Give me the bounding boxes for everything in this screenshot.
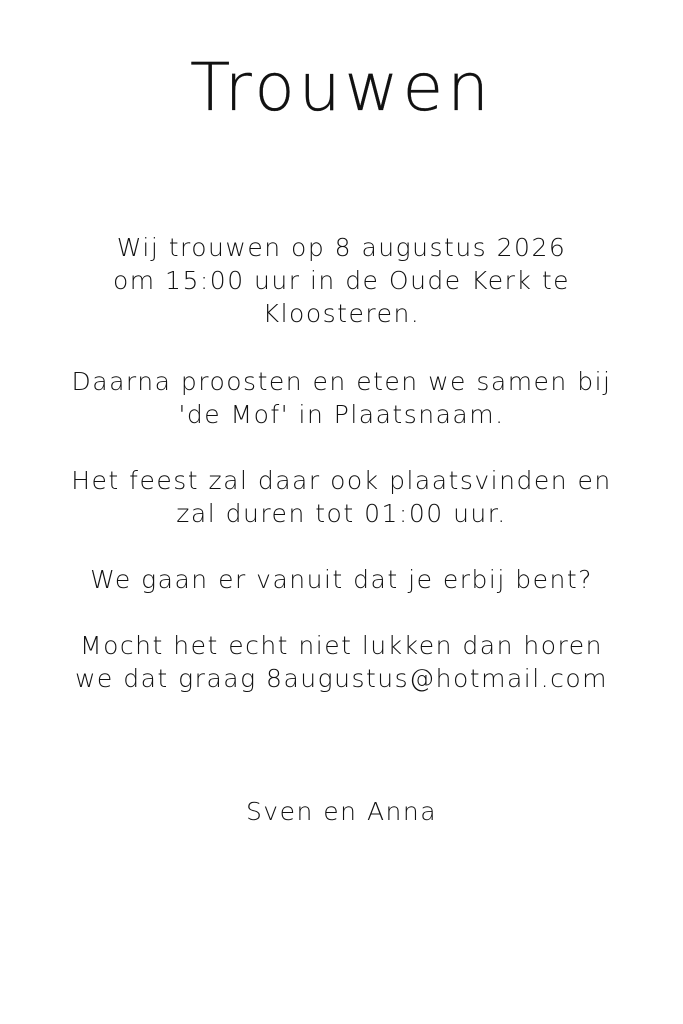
- attendance-line-1: We gaan er vanuit dat je erbij bent?: [90, 565, 593, 594]
- rsvp-line-1: Mocht het echt niet lukken dan horen: [80, 631, 603, 660]
- ceremony-line-1: Wij trouwen op 8 augustus 2026: [116, 233, 567, 262]
- dinner-paragraph: [40, 365, 643, 431]
- ceremony-line-2: om 15:00 uur in de Oude Kerk te: [112, 266, 571, 295]
- ceremony-paragraph: [40, 231, 643, 330]
- dinner-line-2: 'de Mof' in Plaatsnaam.: [178, 400, 505, 429]
- attendance-paragraph: [40, 563, 643, 596]
- rsvp-line-2: we dat graag 8augustus@hotmail.com: [74, 664, 609, 693]
- dinner-line-1: Daarna proosten en eten we samen bij: [71, 367, 612, 396]
- party-line-2: zal duren tot 01:00 uur.: [176, 499, 507, 528]
- party-line-1: Het feest zal daar ook plaatsvinden en: [71, 466, 612, 495]
- invitation-title: Trouwen: [190, 49, 493, 126]
- signature: Sven en Anna: [245, 797, 438, 826]
- rsvp-paragraph: [40, 629, 643, 695]
- party-paragraph: [40, 464, 643, 530]
- ceremony-line-3: Kloosteren.: [262, 299, 421, 328]
